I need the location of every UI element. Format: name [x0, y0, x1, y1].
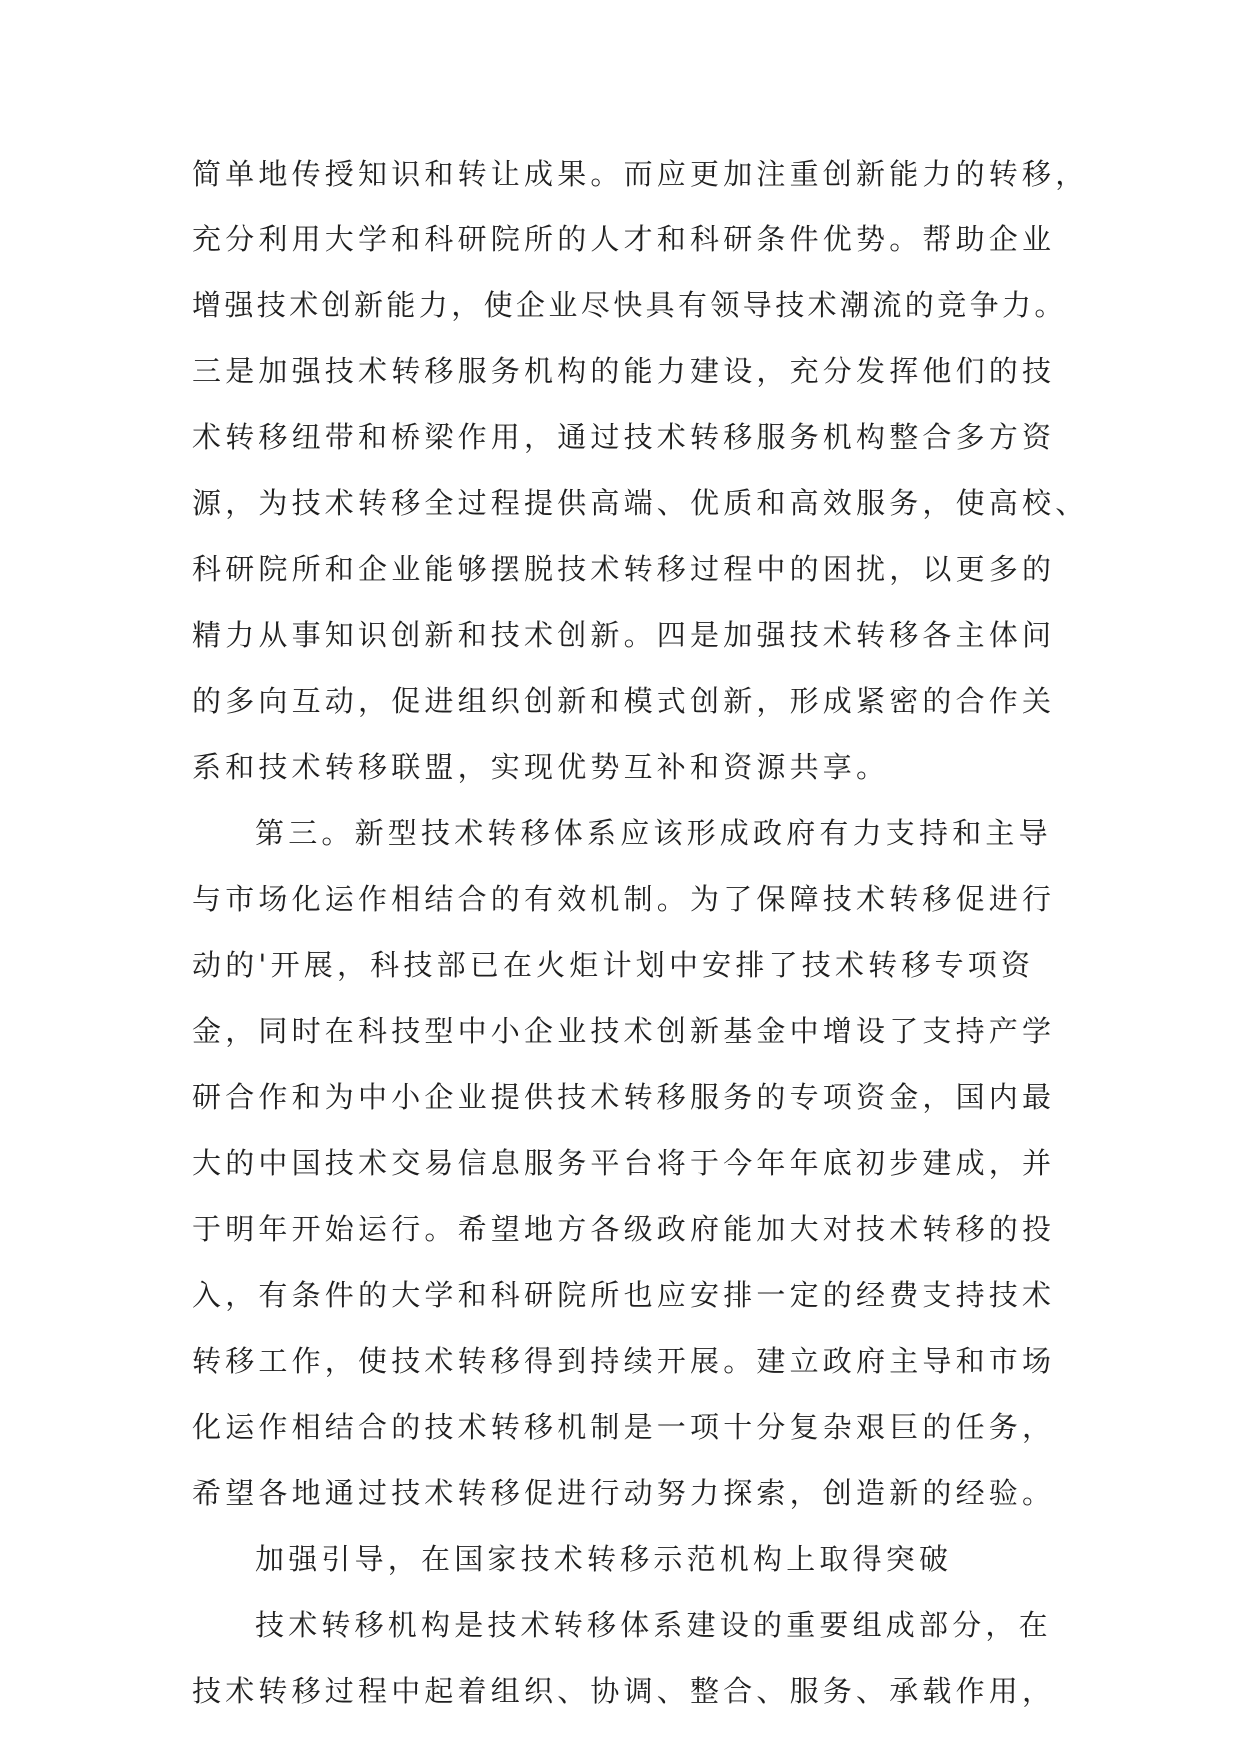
text-line-20: 化运作相结合的技术转移机制是一项十分复杂艰巨的任务， — [192, 1410, 1056, 1444]
text-line-18: 入，有条件的大学和科研院所也应安排一定的经费支持技术 — [192, 1278, 1056, 1312]
text-line-16: 大的中国技术交易信息服务平台将于今年年底初步建成，并 — [192, 1146, 1056, 1180]
text-line-17: 于明年开始运行。希望地方各级政府能加大对技术转移的投 — [192, 1212, 1056, 1246]
text-line-8: 精力从事知识创新和技术创新。四是加强技术转移各主体问 — [192, 618, 1056, 652]
text-line-2: 充分利用大学和科研院所的人才和科研条件优势。帮助企业 — [192, 222, 1056, 256]
text-line-15: 研合作和为中小企业提供技术转移服务的专项资金，国内最 — [192, 1080, 1056, 1114]
section-heading: 加强引导，在国家技术转移示范机构上取得突破 — [255, 1542, 953, 1576]
text-line-19: 转移工作，使技术转移得到持续开展。建立政府主导和市场 — [192, 1344, 1056, 1378]
text-line-3: 增强技术创新能力，使企业尽快具有领导技术潮流的竞争力。 — [192, 288, 1067, 322]
text-line-5: 术转移纽带和桥梁作用，通过技术转移服务机构整合多方资 — [192, 420, 1056, 454]
text-line-24: 技术转移过程中起着组织、协调、整合、服务、承载作用， — [192, 1674, 1056, 1708]
text-line-9: 的多向互动，促进组织创新和模式创新，形成紧密的合作关 — [192, 684, 1056, 718]
text-line-11: 第三。新型技术转移体系应该形成政府有力支持和主导 — [255, 816, 1052, 850]
text-line-12: 与市场化运作相结合的有效机制。为了保障技术转移促进行 — [192, 882, 1056, 916]
text-line-7: 科研院所和企业能够摆脱技术转移过程中的困扰，以更多的 — [192, 552, 1056, 586]
text-line-23: 技术转移机构是技术转移体系建设的重要组成部分，在 — [255, 1608, 1052, 1642]
text-line-10: 系和技术转移联盟，实现优势互补和资源共享。 — [192, 750, 890, 784]
text-line-21: 希望各地通过技术转移促进行动努力探索，创造新的经验。 — [192, 1476, 1056, 1510]
text-line-13: 动的'开展，科技部已在火炬计划中安排了技术转移专项资 — [192, 948, 1035, 982]
text-line-6: 源，为技术转移全过程提供高端、优质和高效服务，使高校、 — [192, 486, 1089, 520]
text-line-1: 简单地传授知识和转让成果。而应更加注重创新能力的转移， — [192, 157, 1089, 191]
text-line-14: 金，同时在科技型中小企业技术创新基金中增设了支持产学 — [192, 1014, 1056, 1048]
text-line-4: 三是加强技术转移服务机构的能力建设，充分发挥他们的技 — [192, 354, 1056, 388]
